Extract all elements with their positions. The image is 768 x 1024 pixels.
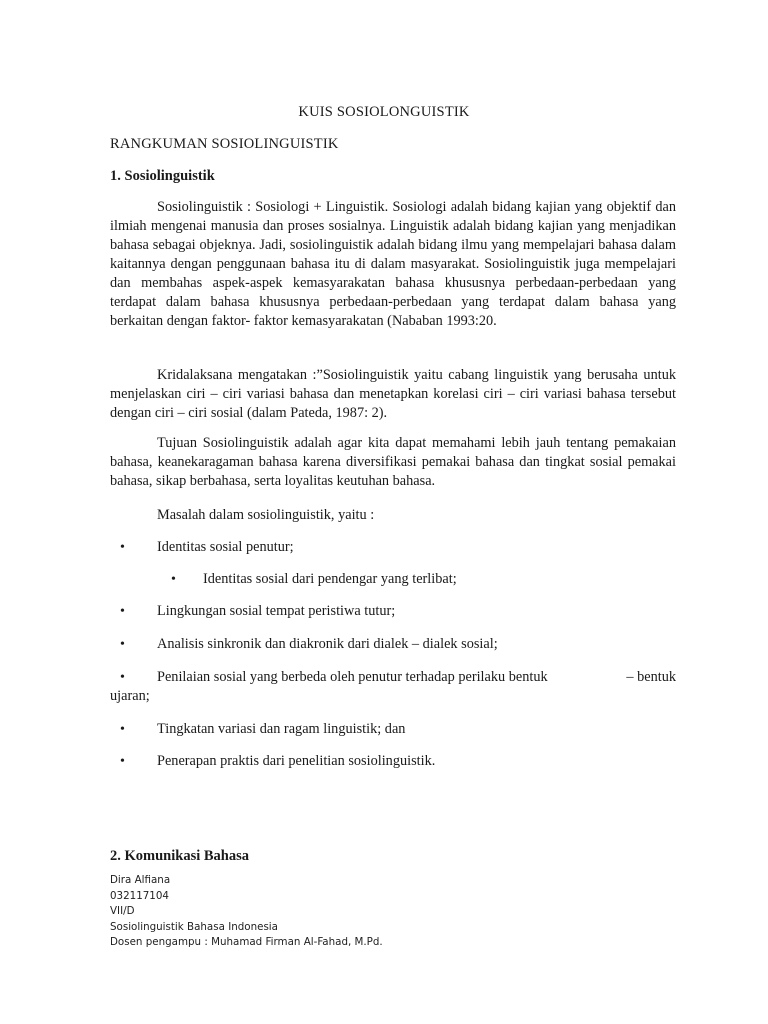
bullet-icon: • bbox=[120, 540, 125, 555]
list-item bbox=[110, 635, 676, 654]
list-item bbox=[110, 752, 676, 771]
bullet-icon: • bbox=[120, 722, 125, 737]
list-item-tail: – bentuk bbox=[626, 669, 676, 685]
list-item bbox=[110, 668, 676, 706]
list-item-text: Penilaian sosial yang berbeda oleh penutur terhadap perilaku bentuk bbox=[157, 669, 548, 685]
document-title: KUIS SOSIOLONGUISTIK bbox=[298, 104, 470, 120]
author-footer bbox=[110, 873, 383, 951]
list-item bbox=[110, 570, 676, 589]
list-item-text: Identitas sosial dari pendengar yang terlibat; bbox=[203, 571, 457, 587]
paragraph-definition: Sosiolinguistik : Sosiologi + Linguistik. Sosiologi adalah bidang kajian yang objektif dan ilmiah mengenai manusia dan proses sosialnya. Linguistik adalah bidang kajian yang menjadikan bahasa sebagai objeknya. Jadi, sosiolinguistik adalah bidang ilmu yang mempelajari bahasa dalam kaitannya dengan penggunaan bahasa itu di dalam masyarakat. Sosiolinguistik juga mempelajari dan membahas aspek-aspek kemasyarakatan bahasa khususnya perbedaan-perbedaan yang terdapat dalam bahasa khususnya perbedaan-perbedaan yang terdapat dalam bahasa yang berkaitan dengan faktor- faktor kemasyarakatan (Nababan 1993:20. bbox=[110, 199, 676, 329]
paragraph-kridalaksana: Kridalaksana mengatakan :”Sosiolinguistik yaitu cabang linguistik yang berusaha untuk menjelaskan ciri – ciri variasi bahasa dan menetapkan korelasi ciri – ciri variasi bahasa tersebut dengan ciri – ciri sosial (dalam Pateda, 1987: 2). bbox=[110, 367, 676, 421]
bullet-icon: • bbox=[171, 572, 176, 587]
list-item-text: Identitas sosial penutur; bbox=[157, 539, 294, 555]
list-item-continuation: ujaran; bbox=[110, 688, 150, 704]
lecturer-name: Dosen pengampu : Muhamad Firman Al-Fahad, M.Pd. bbox=[110, 936, 383, 949]
list-item bbox=[110, 602, 676, 621]
document-subtitle: RANGKUMAN SOSIOLINGUISTIK bbox=[110, 136, 339, 152]
list-item bbox=[110, 538, 676, 557]
bullet-icon: • bbox=[120, 604, 125, 619]
bullet-icon: • bbox=[120, 754, 125, 769]
class-label: VII/D bbox=[110, 905, 135, 918]
bullet-icon: • bbox=[120, 670, 125, 685]
student-id: 032117104 bbox=[110, 889, 169, 902]
section-heading-komunikasi: 2. Komunikasi Bahasa bbox=[110, 848, 250, 864]
list-item-text: Tingkatan variasi dan ragam linguistik; dan bbox=[157, 721, 406, 737]
course-name: Sosiolinguistik Bahasa Indonesia bbox=[110, 920, 278, 933]
list-item-text: Analisis sinkronik dan diakronik dari dialek – dialek sosial; bbox=[157, 636, 498, 652]
paragraph-masalah: Masalah dalam sosiolinguistik, yaitu : bbox=[157, 507, 375, 523]
list-item-text: Lingkungan sosial tempat peristiwa tutur; bbox=[157, 603, 396, 619]
list-item bbox=[110, 720, 676, 739]
section-heading-sosiolinguistik: 1. Sosiolinguistik bbox=[110, 168, 215, 184]
bullet-icon: • bbox=[120, 637, 125, 652]
paragraph-tujuan: Tujuan Sosiolinguistik adalah agar kita dapat memahami lebih jauh tentang pemakaian bahasa, keanekaragaman bahasa karena diversifikasi pemakai bahasa dan tingkat sosial pemakai bahasa, sikap berbahasa, serta loyalitas keutuhan bahasa. bbox=[110, 435, 676, 489]
author-name: Dira Alfiana bbox=[110, 874, 171, 886]
list-item-text: Penerapan praktis dari penelitian sosiolinguistik. bbox=[157, 753, 436, 769]
